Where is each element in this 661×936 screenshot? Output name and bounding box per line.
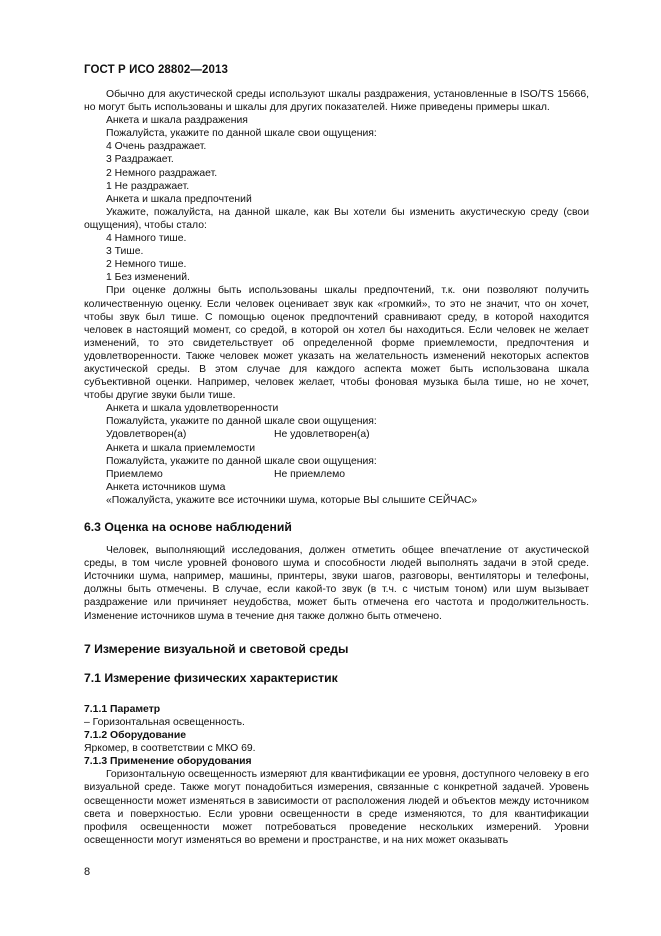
preference-title: Анкета и шкала предпочтений (106, 193, 252, 205)
acceptability-scale (84, 468, 589, 481)
acceptability-option-unacceptable: Не приемлемо (274, 468, 346, 480)
section-7-1-2-heading: 7.1.2 Оборудование (84, 730, 186, 742)
satisfaction-option-satisfied: Удовлетворен(а) (106, 429, 187, 441)
section-7-1-3-heading: 7.1.3 Применение оборудования (84, 756, 252, 768)
document-header: ГОСТ Р ИСО 28802—2013 (84, 64, 229, 76)
irritation-item-1: 1 Не раздражает. (106, 180, 190, 192)
section-6-3-paragraph: Человек, выполняющий исследования, должен отметить общее впечатление от акустической среды, в том числе уровней фонового шума и способности людей выполнять задачи в этой среде. Источники шума, например, машины, принтеры, звуки шагов, разговоры, вентиляторы и телефоны, должны быть отмечены. В случае, если какой-то звук (в т.ч. с чистым тоном) или шум вызывает раздражение или причиняет неудобства, может быть отмечена его частота и продолжительность. Изменение источников шума в течение дня также должно быть отмечено. (84, 545, 589, 622)
satisfaction-scale (84, 428, 589, 441)
intro-paragraph: Обычно для акустической среды используют шкалы раздражения, установленные в ISO/TS 15666, но могут быть использованы и шкалы для других показателей. Ниже приведены примеры шкал. (84, 89, 589, 114)
sources-title: Анкета источников шума (106, 481, 226, 493)
section-7-heading: 7 Измерение визуальной и световой среды (84, 641, 349, 656)
section-7-1-1-heading: 7.1.1 Параметр (84, 703, 161, 715)
equipment-item: Яркомер, в соответствии с МКО 69. (84, 743, 256, 755)
irritation-prompt: Пожалуйста, укажите по данной шкале свои ощущения: (106, 128, 377, 140)
preference-item-1: 1 Без изменений. (106, 272, 190, 284)
section-6-3-heading: 6.3 Оценка на основе наблюдений (84, 520, 292, 534)
preference-item-4: 4 Намного тише. (106, 233, 187, 245)
irritation-item-4: 4 Очень раздражает. (106, 141, 207, 153)
acceptability-prompt: Пожалуйста, укажите по данной шкале свои ощущения: (106, 455, 377, 467)
irritation-item-3: 3 Раздражает. (106, 154, 174, 166)
parameter-item: – Горизонтальная освещенность. (84, 716, 245, 728)
sources-prompt: «Пожалуйста, укажите все источники шума, которые ВЫ слышите СЕЙЧАС» (106, 494, 478, 506)
acceptability-title: Анкета и шкала приемлемости (106, 442, 256, 454)
irritation-title: Анкета и шкала раздражения (106, 115, 248, 127)
satisfaction-title: Анкета и шкала удовлетворенности (106, 403, 279, 415)
preference-item-2: 2 Немного тише. (106, 259, 187, 271)
satisfaction-option-unsatisfied: Не удовлетворен(а) (274, 429, 370, 441)
document-body (84, 88, 589, 847)
preference-item-3: 3 Тише. (106, 246, 144, 258)
satisfaction-prompt: Пожалуйста, укажите по данной шкале свои ощущения: (106, 416, 377, 428)
preference-prompt: Укажите, пожалуйста, на данной шкале, как Вы хотели бы изменить акустическую среду (свои ощущения), чтобы стало: (84, 206, 589, 231)
section-7-1-heading: 7.1 Измерение физических характеристик (84, 670, 338, 685)
page-number: 8 (84, 866, 91, 878)
section-7-1-3-paragraph: Горизонтальную освещенность измеряют для квантификации ее уровня, доступного человеку в его визуальной среде. Также могут понадобиться измерения, связанные с конкретной задачей. Уровень освещенности может изменяться в зависимости от расположения людей и объектов между источником света и поверхностью. Если уровни освещенности в среде изменяются, то для квантификации профиля освещенности может потребоваться проведение нескольких измерений. Уровни освещенности могут изменяться во времени и пространстве, и на них может оказывать (84, 769, 589, 846)
irritation-item-2: 2 Немного раздражает. (106, 167, 218, 179)
preference-paragraph: При оценке должны быть использованы шкалы предпочтений, т.к. они позволяют получить количественную оценку. Если человек оценивает звук как «громкий», то это не значит, что он хочет, чтобы звук был тише. С помощью оценок предпочтений сравнивают среду, в которой находится человек в настоящий момент, со средой, в которой он хотел бы находиться. Если человек не желает изменений, то это свидетельствует об определенной форме приемлемости, предпочтения и удовлетворенности. Также человек может указать на желательность изменений некоторых аспектов акустической среды. В этом случае для каждого аспекта может быть использована шкала субъективной оценки. Например, человек желает, чтобы фоновая музыка была тише, но не хочет, чтобы другие звуки были тише. (84, 285, 589, 402)
acceptability-option-acceptable: Приемлемо (106, 468, 163, 480)
